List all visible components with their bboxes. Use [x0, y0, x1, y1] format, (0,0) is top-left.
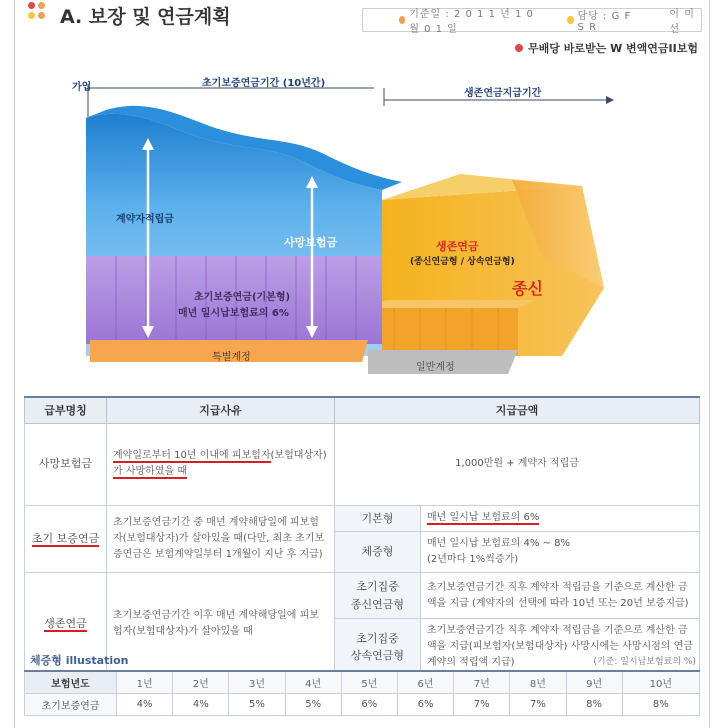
base-date-text: 기준일 : 2 0 1 1 년 1 0 월 0 1 일 — [409, 9, 534, 35]
increase-amount-line2: (2년마다 1%씩증가) — [427, 554, 519, 566]
basic-type-amount — [421, 505, 700, 532]
value-cell: 4% — [117, 693, 173, 715]
death-benefit-name: 사망보험금 — [25, 423, 107, 505]
death-reason-line2: 가 사망하였을 때 — [113, 466, 187, 477]
annuity-diagram — [72, 60, 632, 390]
year-cell: 6년 — [397, 671, 453, 693]
basic-type-amount-text: 매년 일시납 보험료의 6% — [427, 512, 540, 524]
value-cell: 6% — [397, 693, 453, 715]
death-benefit-label: 사망보험금 — [284, 236, 338, 249]
survival-annuity-reason: 초기보증연금기간 이후 매년 계약해당일에 피보험자(보험대상자)가 살아있을 때 — [107, 573, 335, 676]
year-cell: 5년 — [341, 671, 397, 693]
lifetime-type-amount: 초기보증연금기간 직후 계약자 적립금을 기준으로 계산한 금액을 지급 (계약자의 선택에 따라 10년 또는 20년 보증지급) — [421, 573, 700, 619]
illustration-title: 체증형 illustation — [30, 654, 129, 667]
year-header: 보험년도 — [25, 671, 117, 693]
table-row — [25, 505, 700, 532]
inherit-label-line1: 초기집중 — [356, 631, 399, 645]
year-cell: 3년 — [229, 671, 285, 693]
product-name — [515, 40, 698, 56]
arrow-head-icon — [606, 96, 614, 104]
base-date — [399, 5, 547, 35]
col-reason: 지급사유 — [107, 397, 335, 423]
benefit-table — [24, 396, 700, 676]
lifetime-label-line2: 종신연금형 — [350, 597, 405, 611]
initial-annuity-label-2: 매년 일시납보험료의 6% — [178, 308, 289, 319]
death-reason-rest: (보험대상자) — [270, 450, 327, 461]
general-account-label: 일반계정 — [416, 362, 455, 373]
basic-type-label: 기본형 — [335, 505, 421, 532]
initial-annuity-name — [25, 505, 107, 573]
increase-amount-line1: 매년 일시납 보험료의 4% ~ 8% — [427, 538, 570, 550]
orange-dot-icon — [399, 16, 405, 24]
inherit-type-amount: 초기보증연금기간 직후 계약자 적립금을 기준으로 계산한 금액을 지급(피보험자(보험대상자) 사망시에는 사망시점의 연금 계약의 적립액 지급) — [421, 619, 700, 676]
increase-type-label: 체증형 — [335, 532, 421, 573]
special-account-label: 특별계정 — [212, 352, 251, 363]
manager-name: 이 미 선 — [669, 9, 695, 35]
year-cell: 1년 — [117, 671, 173, 693]
inherit-label-line2: 상속연금형 — [350, 649, 405, 663]
value-cell: 7% — [454, 693, 510, 715]
value-cell: 5% — [285, 693, 341, 715]
increase-type-amount — [421, 532, 700, 573]
illustration-value-row — [25, 693, 700, 715]
illustration-table — [24, 670, 700, 716]
survival-annuity-name-text: 생존연금 — [44, 617, 87, 631]
year-cell: 8년 — [510, 671, 566, 693]
diagram-graphic — [72, 60, 632, 390]
red-dot-icon — [515, 44, 523, 52]
survival-bars — [368, 308, 518, 356]
initial-annuity-reason: 초기보증연금기간 중 매년 계약해당일에 피보험자(보험대상자)가 살아있을 때(다만, 최초 초기보증연금은 보험계약일부터 1개월이 지난 후 지급) — [107, 505, 335, 573]
reserve-label: 계약자적립금 — [116, 214, 174, 225]
inherit-type-label — [335, 619, 421, 676]
row-header: 초기보증연금 — [25, 693, 117, 715]
value-cell: 4% — [173, 693, 229, 715]
value-cell: 5% — [229, 693, 285, 715]
year-cell: 2년 — [173, 671, 229, 693]
table-header-row — [25, 397, 700, 423]
period-label: 초기보증연금기간 (10년간) — [202, 78, 326, 89]
meta-info-box — [362, 8, 702, 35]
manager — [567, 7, 637, 33]
survival-annuity-sub: (종신연금형 / 상속연금형) — [410, 257, 515, 267]
product-name-text: 무배당 바로받는 W 변액연금II보험 — [528, 42, 698, 55]
manager-text: 담당 : G F S R — [577, 11, 632, 33]
page-title: A. 보장 및 연금계획 — [60, 6, 231, 28]
table-row — [25, 573, 700, 619]
death-reason-underlined: 계약일로부터 10년 이내에 피보험자 — [113, 450, 271, 461]
survival-period-label: 생존연금지급기간 — [464, 88, 542, 99]
illustration-year-row — [25, 671, 700, 693]
year-cell: 7년 — [454, 671, 510, 693]
illustration-note: (기준: 일시납보험료의 %) — [593, 657, 696, 667]
initial-annuity-name-text: 초기 보증연금 — [31, 532, 100, 545]
join-label: 가입 — [72, 82, 92, 93]
col-name: 급부명칭 — [25, 397, 107, 423]
value-cell: 8% — [566, 693, 622, 715]
year-cell: 4년 — [285, 671, 341, 693]
death-benefit-reason — [107, 423, 335, 505]
lifetime-label: 종신 — [512, 279, 543, 298]
death-benefit-amount: 1,000만원 + 계약자 적립금 — [335, 423, 700, 505]
year-cell: 9년 — [566, 671, 622, 693]
lifetime-label-line1: 초기집중 — [356, 580, 399, 593]
value-cell: 6% — [341, 693, 397, 715]
title-dots-icon — [28, 2, 50, 22]
year-cell: 10년 — [622, 671, 699, 693]
survival-annuity-title: 생존연금 — [436, 240, 479, 253]
col-amount: 지급금액 — [335, 397, 700, 423]
value-cell: 8% — [622, 693, 699, 715]
value-cell: 7% — [510, 693, 566, 715]
table-row — [25, 423, 700, 505]
lifetime-type-label — [335, 573, 421, 619]
yellow-dot-icon — [567, 16, 573, 24]
initial-annuity-label-1: 초기보증연금(기본형) — [194, 292, 291, 303]
